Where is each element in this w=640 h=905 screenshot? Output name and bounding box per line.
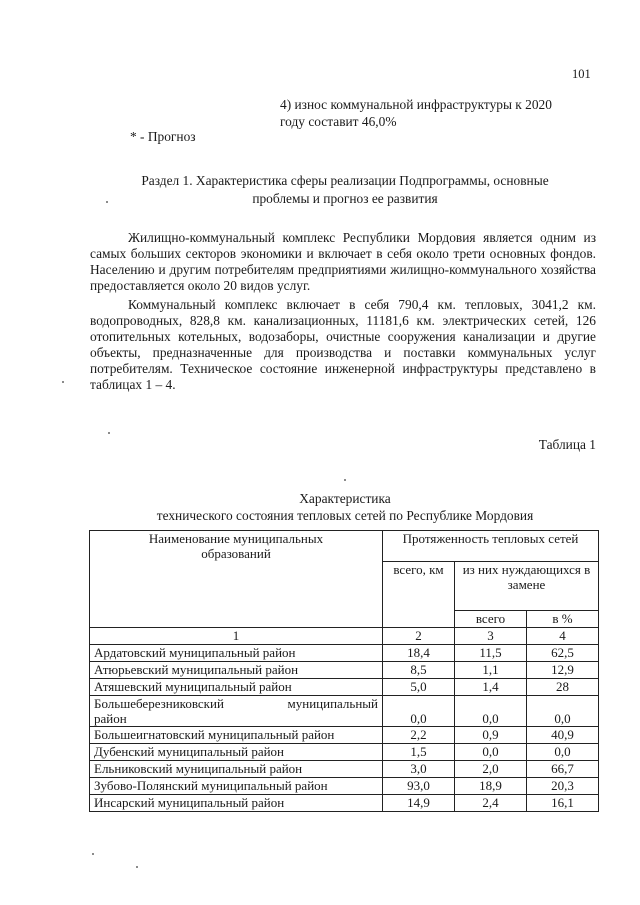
row-need: 2,0 (455, 761, 527, 778)
row-name: Атюрьевский муниципальный район (90, 662, 383, 679)
table-caption-line1: Характеристика (299, 491, 391, 506)
scan-speck (344, 479, 346, 481)
row-total-km: 5,0 (383, 679, 455, 696)
row-total-km: 0,0 (383, 696, 455, 727)
table-row (90, 679, 599, 696)
scan-speck (106, 201, 108, 203)
paragraph-1-text: Жилищно-коммунальный комплекс Республики Мордовия является одним из самых больших секторов экономики и включает в себя около трети основных фондов. Населению и другим потребителям предприятиями жилищно-коммунального хозяйства предоставляется около 20 видов услуг. (90, 230, 596, 293)
column-numbers-row (90, 628, 599, 645)
row-pct: 0,0 (527, 696, 599, 727)
row-pct: 66,7 (527, 761, 599, 778)
row-total-km: 2,2 (383, 727, 455, 744)
footnote: * - Прогноз (130, 129, 196, 144)
paragraph-communal-complex (90, 297, 596, 393)
table-row (90, 795, 599, 812)
paragraph-housing-complex (90, 230, 596, 294)
col-number: 2 (383, 628, 455, 645)
row-need: 2,4 (455, 795, 527, 812)
header-total: всего (455, 611, 527, 628)
row-name (90, 696, 383, 727)
row-name: Инсарский муниципальный район (90, 795, 383, 812)
table-row (90, 662, 599, 679)
row-pct: 12,9 (527, 662, 599, 679)
forecast-item (280, 96, 610, 130)
section-title-line2: проблемы и прогноз ее развития (252, 191, 438, 206)
row-name: Ардатовский муниципальный район (90, 645, 383, 662)
scan-speck (136, 866, 138, 868)
row-need: 18,9 (455, 778, 527, 795)
row-total-km: 14,9 (383, 795, 455, 812)
row-name: Атяшевский муниципальный район (90, 679, 383, 696)
header-length: Протяженность тепловых сетей (383, 531, 599, 562)
row-total-km: 18,4 (383, 645, 455, 662)
row-pct: 0,0 (527, 744, 599, 761)
header-percent: в % (527, 611, 599, 628)
col-number: 1 (90, 628, 383, 645)
row-total-km: 8,5 (383, 662, 455, 679)
heat-networks-table (89, 530, 599, 812)
table-row (90, 744, 599, 761)
table-row (90, 778, 599, 795)
scan-speck (92, 853, 94, 855)
row-pct: 16,1 (527, 795, 599, 812)
row-name: Большеигнатовский муниципальный район (90, 727, 383, 744)
section-title (90, 172, 600, 208)
header-of-them: из них нуждающихся в замене (455, 562, 599, 611)
header-name: Наименование муниципальных образований (90, 531, 383, 628)
row-need: 0,0 (455, 744, 527, 761)
table-label: Таблица 1 (538, 437, 596, 452)
row-pct: 28 (527, 679, 599, 696)
table-row (90, 761, 599, 778)
table-caption (90, 490, 600, 524)
row-name: Ельниковский муниципальный район (90, 761, 383, 778)
page-number: 101 (572, 67, 591, 81)
row-need: 0,9 (455, 727, 527, 744)
row-need: 11,5 (455, 645, 527, 662)
row-need: 0,0 (455, 696, 527, 727)
paragraph-2-text: Коммунальный комплекс включает в себя 790,4 км. тепловых, 3041,2 км. водопроводных, 828,8 км. канализационных, 11181,6 км. электрических сетей, 126 отопительных котельных, водозаборы, очистные сооружения канализации и другие объекты, предназначенные для производства и поставки коммунальных услуг потребителям. Техническое состояние инженерной инфраструктуры представлено в таблицах 1 – 4. (90, 297, 596, 392)
row-pct: 20,3 (527, 778, 599, 795)
table-header-row (90, 531, 599, 562)
row-total-km: 1,5 (383, 744, 455, 761)
table-row (90, 645, 599, 662)
row-name-line1: Большеберезниковский муниципальный (94, 696, 378, 711)
table-caption-line2: технического состояния тепловых сетей по Республике Мордовия (156, 508, 534, 523)
row-need: 1,4 (455, 679, 527, 696)
row-name: Зубово-Полянский муниципальный район (90, 778, 383, 795)
row-pct: 62,5 (527, 645, 599, 662)
scan-speck (62, 381, 64, 383)
row-total-km: 3,0 (383, 761, 455, 778)
header-total-km: всего, км (383, 562, 455, 628)
table-row (90, 696, 599, 727)
row-need: 1,1 (455, 662, 527, 679)
row-total-km: 93,0 (383, 778, 455, 795)
col-number: 3 (455, 628, 527, 645)
row-name-line2: район (94, 711, 127, 726)
row-pct: 40,9 (527, 727, 599, 744)
row-name: Дубенский муниципальный район (90, 744, 383, 761)
scan-speck (108, 432, 110, 434)
table-row (90, 727, 599, 744)
col-number: 4 (527, 628, 599, 645)
forecast-item-line2: году составит 46,0% (280, 114, 397, 129)
forecast-item-line1: 4) износ коммунальной инфраструктуры к 2020 (280, 97, 552, 112)
section-title-line1: Раздел 1. Характеристика сферы реализации Подпрограммы, основные (141, 173, 549, 188)
